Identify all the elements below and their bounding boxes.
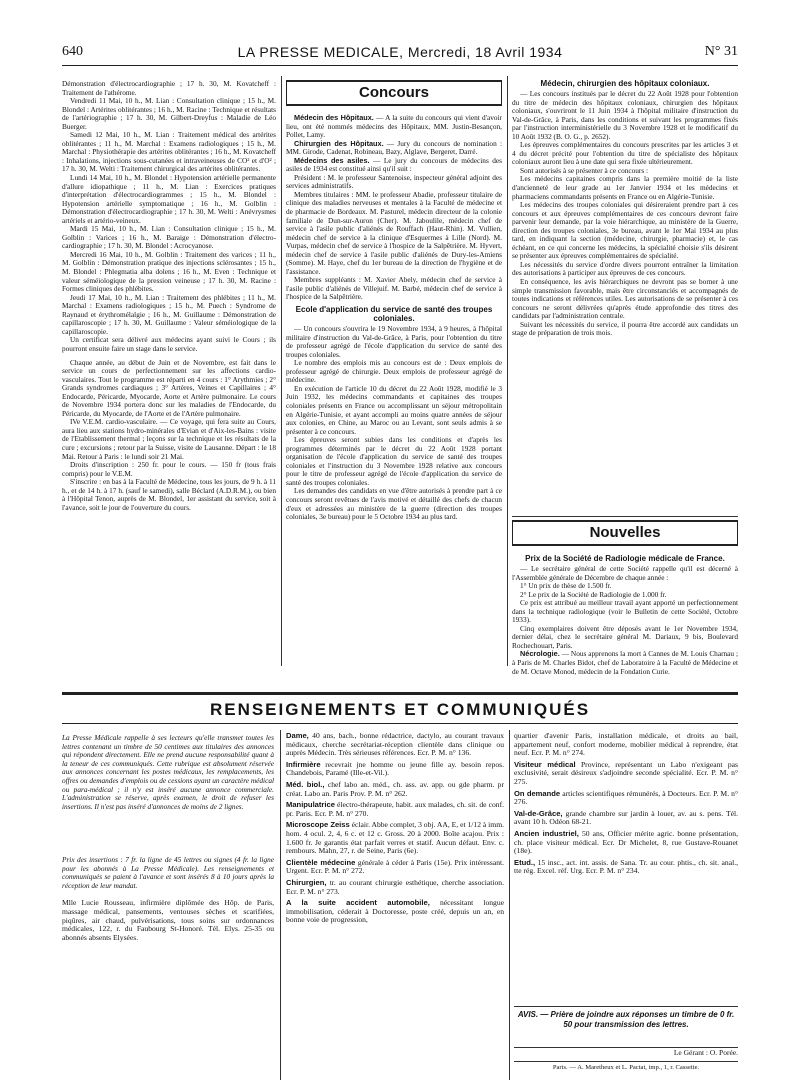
paragraph: Président : M. le professeur Santenoise, inspecteur général adjoint des services administratifs. [286, 172, 502, 191]
article-heading: Prix de la Société de Radiologie médicale de France. [525, 554, 725, 563]
nouvelles-section [512, 520, 738, 676]
classified-ad: Visiteur médical Province, représentant un Labo n'exigeant pas exclusivité, serait désireux s'adjoindre seconde spécialité. Ecr. P. M. n° 275. [514, 759, 738, 786]
nouvelles-heading: Nouvelles [512, 520, 738, 546]
classified-ad: A la suite accident automobile, nécessitant longue immobilisation, céderait à Doctoresse, poste créé, depuis un an, en bonne voie de progression, [286, 898, 504, 925]
paragraph: Suivant les nécessités du service, il pourra être accordé aux candidats un stage de préparation de trois mois. [512, 319, 738, 338]
paragraph: Les épreuves seront subies dans les conditions et d'après les programmes déterminés par le décret du 22 Août 1928 portant organisation de l'école d'application du service de santé des troupes coloniales et l'instruction du 3 Novembre 1928 relative aux concours pour le titre de professeur agrégé de l'école d'application du service de santé des troupes coloniales. [286, 435, 502, 487]
paragraph: Mardi 15 Mai, 10 h., M. Lian : Consultation clinique ; 15 h., M. Golblin : Varices ; 16 h., M. Baraige : Démonstration d'électro-cardiographie ; 17 h. 30, M. Blondel : Acrocyanose. [62, 224, 276, 251]
paragraph: La Presse Médicale rappelle à ses lecteurs qu'elle transmet toutes les lettres contenant un timbre de 50 centimes aux titulaires des annonces qui répondent directement. Elle ne prend aucune responsabilité quant à la teneur de ces communiqués. Cette rubrique est absolument réservée aux annonces concernant les postes médicaux, les remplacements, les offres ou demandes d'emplois ou de cessions ayant un caractère médical ou para-médical ; il n'y est inséré aucune annonce commerciale. L'administration se réserve, après examen, le droit de refuser les insertions. Il n'est pas inséré d'annonces de moins de 2 lignes. [62, 734, 274, 811]
paragraph: Les nécessités du service d'ordre divers pourront entraîner la limitation des autorisations à participer aux épreuves de ces concours. [512, 259, 738, 278]
paragraph: — Les concours institués par le décret du 22 Août 1928 pour l'obtention du titre de médecin des hôpitaux coloniaux, chirurgien des hôpitaux coloniaux, s'ouvriront le 11 Juin 1934 à l'hôpital militaire d'instruction du Val-de-Grâce, à Paris, dans les conditions et suivant les programmes fixés par l'instruction interministérielle du 3 Novembre 1928 et le modificatif du 10 Août 1932 (B. O. G., p. 2652). [512, 89, 738, 141]
hopitaux-coloniaux-column [512, 76, 738, 522]
paragraph: En conséquence, les avis hiérarchiques ne devront pas se borner à une simple transmission favorable, mais être circonstanciés et accompagnés de toutes indications et références utiles. Les autorisations de se présenter à ces concours ne seront délivrées qu'après étude approfondie des titres des candidats par l'administration centrale. [512, 277, 738, 321]
paragraph: 1° Un prix de thèse de 1.500 fr. [520, 581, 612, 591]
classified-ad: Val-de-Grâce, grande chambre sur jardin à louer, av. au s. pens. Tél. avant 10 h. Odéon 68-21. [514, 808, 738, 827]
paragraph: Membres suppléants : M. Xavier Abely, médecin chef de service à l'asile public d'aliénés de Villejuif. M. Barbé, médecin chef de service à l'hospice de la Salpêtrière. [286, 275, 502, 302]
paragraph: Nécrologie. — Nous apprenons la mort à Cannes de M. Louis Charnau ; à Paris de M. Charles Bidot, chef de Laboratoire à la Faculté de Médecine et de M. Octave Monod, médecin de la Fondation Curie. [512, 649, 738, 676]
paragraph: Prix des insertions : 7 fr. la ligne de 45 lettres ou signes (4 fr. la ligne pour les abonnés à La Presse Médicale). Les renseignements et communiqués se paient à l'avance et sont insérés 8 à 10 jours après la réception de leur mandat. [62, 856, 274, 890]
classified-ad: Clientèle médecine générale à céder à Paris (15e). Prix intéressant. Urgent. Ecr. P. M. n° 272. [286, 857, 504, 876]
paragraph: — Le secrétaire général de cette Société rappelle qu'il est décerné à l'Assemblée générale de Décembre de chaque année : [512, 564, 738, 582]
paragraph: S'inscrire : en bas à la Faculté de Médecine, tous les jours, de 9 h. à 11 h., et de 14 h. à 17 h. (sauf le samedi), salle Béclard (A.D.R.M.), ou bien à l'Hôpital Tenon, auprès de M. Blondel, 1er assistant du service, soit à l'avance, soit le jour de l'ouverture du cours. [62, 477, 276, 512]
ecole-heading: Ecole d'application du service de santé des troupes coloniales. [295, 305, 493, 324]
course-schedule-column [62, 80, 276, 666]
paragraph: Sont autorisés à se présenter à ce concours : [520, 165, 649, 175]
section-rule [512, 516, 738, 517]
gerant-line: Le Gérant : O. Porée. [514, 1048, 738, 1062]
classified-ad: Chirurgien, tr. au courant chirurgie esthétique, cherche association. Ecr. P. M. n° 273. [286, 877, 504, 896]
paragraph: Vendredi 11 Mai, 10 h., M. Lian : Consultation clinique ; 15 h., M. Blondel : Artérites oblitérantes ; 16 h., M. Racine : Technique et résultats de l'artériographie ; 17 h. 30, M. Gilbert-Dreyfus : Maladie de Léo Buerger. [62, 96, 276, 131]
journal-title: LA PRESSE MEDICALE, Mercredi, 18 Avril 1934 [237, 44, 563, 60]
classified-ad: On demande articles scientifiques rémunérés, à Docteurs. Ecr. P. M. n° 276. [514, 788, 738, 807]
paragraph: 2° Le prix de la Société de Radiologie de 1.000 fr. [520, 589, 667, 599]
paragraph: Démonstration d'électrocardiographie ; 17 h. 30, M. Kovatcheff : Traitement de l'athérome. [62, 80, 276, 97]
classified-ad: Dame, 40 ans, bach., bonne rédactrice, dactylo, au courant travaux médicaux, cherche secrétariat-réception clientèle dans clinique ou auprès Médecin. Très sérieuses références. Ecr. P. M. n° 136. [286, 732, 504, 758]
paragraph: Médecins des asiles. — Le jury du concours de médecins des asiles de 1934 est constitué ainsi qu'il suit : [286, 155, 502, 174]
paragraph: Médecin des Hôpitaux. — A la suite du concours qui vient d'avoir lieu, ont été nommés médecins des Hôpitaux, MM. Justin-Besançon, Pollet, Lamy. [286, 113, 502, 140]
paragraph: — Un concours s'ouvrira le 19 Novembre 1934, à 9 heures, à l'hôpital militaire d'instruction du Val-de-Grâce, à Paris, pour l'obtention du titre de professeur agrégé de l'école d'application du service de santé des troupes coloniales. [286, 324, 502, 359]
renseignements-heading: RENSEIGNEMENTS ET COMMUNIQUÉS [62, 692, 738, 724]
classified-column-3 [514, 732, 738, 1006]
paragraph: Chaque année, au début de Juin et de Novembre, est fait dans le service un cours de perfectionnement sur les affections cardio-vasculaires. Tout le programme est réparti en 4 cours : 1° Arythmies ; 2° Grands syndromes cardiaques ; 3° Artères, Veines et Capillaires ; 4° Endocarde, Péricarde, Myocarde, Aorte et Artère pulmonaire. Le cours de Novembre 1934 portera donc sur les maladies de l'Endocarde, du Péricarde, du Myocarde, de l'Aorte et de l'Artère pulmonaire. [62, 357, 276, 418]
paragraph: Les médecins des troupes coloniales qui désireraient prendre part à ces concours et aux épreuves complémentaires de ces concours devront faire parvenir leur demande, par la voie hiérarchique, au ministère de la Guerre, direction des troupes coloniales, 3e bureau, avant le 1er Mai 1934 au plus tard, en indiquant la section (médecine, chirurgie, pharmacie) et, le cas échéant, en ce qui concerne les médecins, la spécialité choisie s'ils désirent se présenter aux épreuves complémentaires de spécialité. [512, 200, 738, 261]
paragraph: Lundi 14 Mai, 10 h., M. Blondel : Hypotension artérielle permanente d'allure idiopathique ; 11 h., M. Lian : Exercices pratiques d'interprétation d'électrocardiogrammes ; 15 h., M. Blondel : Hypotension artérielle symptomatique ; 16 h., M. Golblin : Démonstration d'électrocardiographie ; 17 h. 30, M. Welti : Anévrysmes artériels et artério-veineux. [62, 173, 276, 225]
paragraph: Membres titulaires : MM. le professeur Abadie, professeur titulaire de clinique des maladies nerveuses et mentales à la Faculté de médecine et de pharmacie de Bordeaux. M. Pasturel, médecin directeur de la colonie familiale de Dun-sur-Auron (Cher). M. Jaboulile, médecin chef de service à l'asile public d'aliénés de Rouffach (Haut-Rhin). M. Vullien, médecin chef de service à la clinique d'Esquermes à Lille (Nord). M. Vurpas, médecin chef de service à l'hospice de la Salpêtrière. M. Hyvert, médecin chef de service à l'asile public d'aliénés de Dury-les-Amiens (Somme). M. Haye, chef du 1er bureau de la direction de l'hygiène et de l'assistance. [286, 189, 502, 276]
concours-column [286, 80, 502, 666]
classified-ad: Etud., 15 insc., act. int. assis. de Sana. Tr. au cour. phtis., ch. sit. anal., tte rég. Excel. réf. Urg. Ecr. P. M. n° 234. [514, 857, 738, 876]
column-rule [280, 730, 281, 1080]
column-rule [281, 76, 282, 666]
column-rule [509, 730, 510, 1080]
paragraph: IVe V.E.M. cardio-vasculaire. — Ce voyage, qui fera suite au Cours, aura lieu aux stations hydro-minérales d'Evian et d'Aix-les-Bains : visite de l'Etablissement thermal ; leçons sur la technique et les résultats de la cure ; excursions ; retour par la Suisse, visite de Lausanne. Départ : le 18 Mai. Retour à Paris : le lundi soir 21 Mai. [62, 417, 276, 461]
renseignements-intro [62, 734, 274, 850]
imprimeur-line: Paris. — A. Maretheux et L. Pactat, imp., 1, r. Cassette. [552, 1064, 700, 1071]
paragraph: Chirurgien des Hôpitaux. — Jury du concours de nomination : MM. Girode, Cadenat, Robineau, Bazy, Alglave, Bergeret, Darré. [286, 138, 502, 157]
classified-column-2 [286, 732, 504, 1080]
paragraph: Le nombre des emplois mis au concours est de : Deux emplois de professeur agrégé de chirurgie. Deux emplois de professeur agrégé de médecine. [286, 358, 502, 385]
issue-number: N° 31 [704, 44, 738, 59]
classified-ad: Manipulatrice électro-thérapeute, habit. aux malades, ch. sit. de conf. pr. Paris. Ecr. P. M. n° 270. [286, 800, 504, 818]
concours-heading: Concours [286, 80, 502, 106]
paragraph: En exécution de l'article 10 du décret du 22 Août 1928, modifié le 3 Juin 1932, les médecins commandants et capitaines des troupes coloniales présents en France ou accomplissant un séjour métropolitain en Algérie-Tunisie, et ayant accompli au moins quatre années de séjour aux colonies, en Chine, au Maroc ou au Levant, sont seuls admis à se présenter à ce concours. [286, 383, 502, 436]
paragraph: Les médecins capitaines compris dans la première moitié de la liste d'ancienneté de leur grade au 1er Janvier 1934 et les médecins et pharmaciens commandants présents en France ou en Algérie-Tunisie. [512, 174, 738, 201]
avis-notice: AVIS. — Prière de joindre aux réponses un timbre de 0 fr. 50 pour transmission des lettres. [514, 1006, 738, 1048]
paragraph: Les épreuves complémentaires du concours prescrites par les articles 3 et 4 du décret précité pour l'obtention du titre de spécialiste des hôpitaux coloniaux auront lieu à une date qui sera fixée ultérieurement. [512, 140, 738, 167]
paragraph: Samedi 12 Mai, 10 h., M. Lian : Traitement médical des artérites oblitérantes ; 11 h., M. Marchal : Examens radiologiques ; 15 h., M. Marchal : Physiothérapie des artérites oblitérantes ; 16 h., M. Kovatcheff : Inhalations, injections sous-cutanées et intraveineuses de CO² et d'O² ; 17 h. 30, M. Welti : Traitement chirurgical des artérites oblitérantes. [62, 130, 276, 174]
page-header [62, 40, 738, 66]
classified-ad: Infirmière recevrait jne homme ou jeune fille ay. besoin repos. Chandebois, Paramé (Ille-et-Vil.). [286, 759, 504, 778]
paragraph: Un certificat sera délivré aux médecins ayant suivi le Cours ; ils pourront ensuite faire un stage dans le service. [62, 335, 276, 353]
column-rule [507, 76, 508, 666]
classified-ad: quartier d'avenir Paris, installation médicale, et droits au bail, appartement neuf, confort moderne, mobilier médical à reprendre, état neuf. Ecr. P. M. n° 274. [514, 732, 738, 758]
paragraph: Droits d'inscription : 250 fr. pour le cours. — 150 fr (tous frais compris) pour le V.E.M. [62, 460, 276, 478]
classified-ad: Ancien industriel, 50 ans, Officier mérite agric. bonne présentation, ch. place visiteur médical. Ecr. Dr Michelet, 8, rue Gustave-Rouanet (18e). [514, 828, 738, 856]
classified-ad: Mlle Lucie Rousseau, infirmière diplômée des Hôp. de Paris, massage médical, pansements, ventouses sèches et scarifiées, piqûres, air chaud, pulvérisations, tous soins sur ordonnances médicales, 122, r. du Faubourg St-Honoré. Tél. Elys. 25-35 ou abonnés absents Elysées. [62, 898, 274, 942]
paragraph: Mercredi 16 Mai, 10 h., M. Golblin : Traitement des varices ; 11 h., M. Golblin : Démonstration pratique des injections sclérosantes ; 15 h., M. Blondel : Phlegmatia alba dolens ; 16 h., M. Even : Technique et valeur séméiologique de la pression veineuse ; 17 h. 30, M. Racine : Formes cliniques des phlébites. [62, 249, 276, 294]
paragraph: Les demandes des candidats en vue d'être autorisés à prendre part à ce concours seront revêtues de l'avis motivé et détaillé des chefs de chacun d'eux et adressées au ministère de la guerre (direction des troupes coloniales, 3e bureau) pour le 5 Octobre 1934 au plus tard. [286, 486, 502, 522]
paragraph: Ce prix est attribué au meilleur travail ayant apporté un perfectionnement dans la technique radiologique (voir le Bulletin de cette Société, Octobre 1933). [512, 598, 738, 625]
paragraph: Jeudi 17 Mai, 10 h., M. Lian : Traitement des phlébites ; 11 h., M. Marchal : Examens radiologiques ; 15 h., M. Puech : Syndrome de Raynaud et érythromélalgie ; 16 h., M. Guillaume : Démonstration de capillaroscopie ; 17 h. 30, M. Guillaume : Valeur séméiologique de la capillaroscopie. [62, 292, 276, 336]
page-number: 640 [62, 44, 83, 59]
paragraph: Cinq exemplaires doivent être déposés avant le 1er Novembre 1934, dernier délai, chez le secrétaire général M. Dariaux, 9 bis, Boulevard Rochechouart, Paris. [512, 623, 738, 650]
classified-ad: Méd. biol., chef labo an. méd., ch. ass. av. app. ou gde pharm. pr créat. Labo an. Paris Prov. P. M. n° 262. [286, 779, 504, 798]
classified-ad: Microscope Zeiss éclair. Abbe complet, 3 obj. AA, E, et 1/12 à imm. hom. 4 ocul. 2, 4, 6 c. et 12 c. Gross. 20 à 2000. Boîte acajou. Prix : 1.600 fr. Je garantis état parfait verres et statif. Aucun défaut. Env. c. rembours. Mahn, 27, r. de Seine, Paris (6e). [286, 820, 504, 856]
article-heading: Médecin, chirurgien des hôpitaux coloniaux. [540, 79, 710, 88]
renseignements-prices [62, 856, 274, 972]
